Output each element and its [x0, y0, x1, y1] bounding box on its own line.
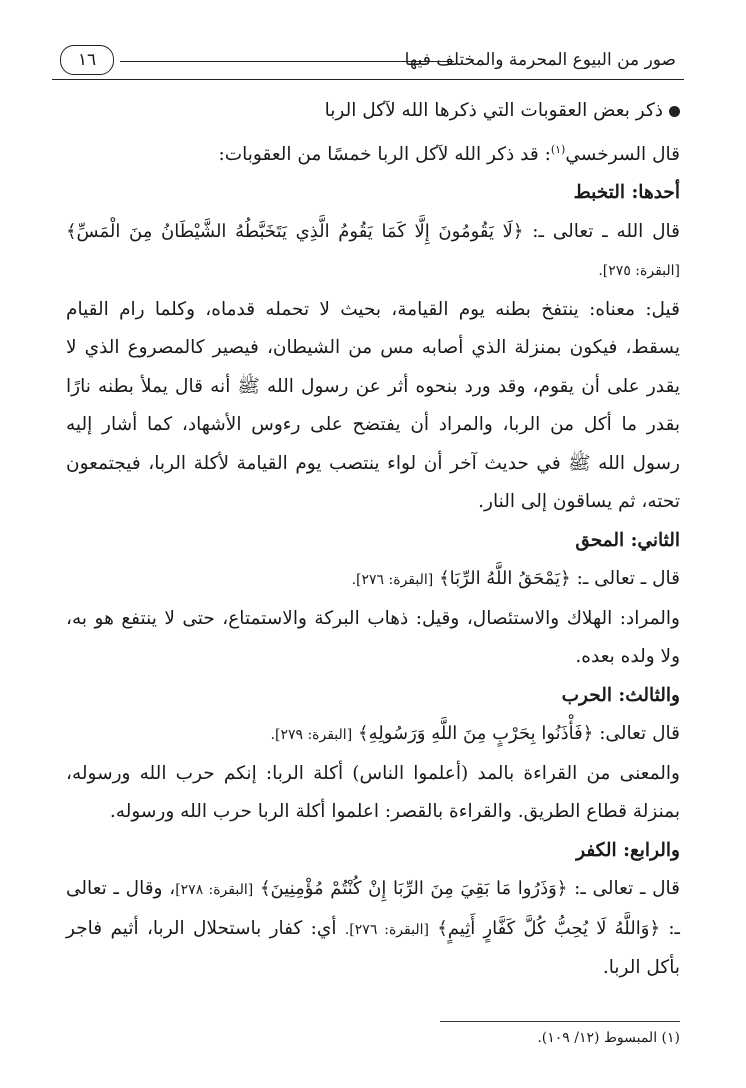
verse-lead: قال ـ تعالى ـ:	[574, 878, 681, 900]
bullet-icon	[669, 106, 680, 117]
intro-text-a: قال السرخسي	[565, 143, 680, 165]
verse-lead: قال تعالى:	[599, 723, 680, 745]
punishment-2-title: الثاني: المحق	[575, 529, 680, 551]
verse-reference: [البقرة: ٢٧٦].	[344, 921, 429, 938]
quran-verse: ﴿لَا يَقُومُونَ إِلَّا كَمَا يَقُومُ الَّذِي يَتَخَبَّطُهُ الشَّيْطَانُ مِنَ الْمَسِّ﴾	[66, 220, 524, 242]
punishment-4-explanation: أي: كفار باستحلال الربا، أثيم فاجر بأكل الربا.	[66, 917, 680, 979]
header-underline	[52, 79, 684, 80]
punishment-4-title: والرابع: الكفر	[576, 839, 680, 861]
quran-verse: ﴿فَأْذَنُوا بِحَرْبٍ مِنَ اللَّهِ وَرَسُولِهِ﴾	[358, 723, 594, 745]
book-title: صور من البيوع المحرمة والمختلف فيها	[404, 50, 676, 70]
verse-connector: ، وقال ـ تعالى ـ:	[66, 878, 680, 939]
section-heading	[66, 92, 680, 131]
quran-verse: ﴿يَمْحَقُ اللَّهُ الرِّبَا﴾	[439, 568, 571, 590]
punishment-1-verse	[66, 213, 680, 291]
footnote: (١) المبسوط (١٢/ ١٠٩).	[537, 1030, 680, 1046]
intro-paragraph	[66, 131, 680, 175]
punishment-3-verse	[66, 715, 680, 755]
verse-reference: [البقرة: ٢٧٨]	[175, 882, 254, 899]
punishment-2-verse	[66, 560, 680, 600]
verse-lead: قال ـ تعالى ـ:	[576, 568, 680, 590]
page-number: ١٦	[60, 45, 114, 75]
punishment-1-title: أحدها: التخبط	[573, 182, 680, 204]
verse-lead: قال الله ـ تعالى ـ:	[532, 220, 680, 242]
punishment-3-title: والثالث: الحرب	[561, 684, 680, 706]
verse-reference: [البقرة: ٢٧٦].	[351, 572, 434, 589]
verse-reference: [البقرة: ٢٧٩].	[270, 727, 353, 744]
punishment-4-paragraph	[66, 870, 680, 988]
page-body	[66, 92, 680, 988]
verse-reference: [البقرة: ٢٧٥].	[598, 263, 680, 280]
punishment-3-explanation: والمعنى من القراءة بالمد (أعلموا الناس) أكلة الربا: إنكم حرب الله ورسوله، بمنزلة قطاع الطريق. والقراءة بالقصر: اعلموا أكلة الربا حرب الله ورسوله.	[66, 762, 680, 823]
running-header	[52, 42, 684, 80]
footnote-marker: (١)	[550, 142, 566, 156]
punishment-2-explanation: والمراد: الهلاك والاستئصال، وقيل: ذهاب البركة والاستمتاع، حتى لا ينتفع هو به، ولا ولده بعده.	[66, 607, 680, 668]
footnote-rule	[440, 1021, 680, 1022]
intro-text-b: : قد ذكر الله لآكل الربا خمسًا من العقوبات:	[218, 143, 551, 165]
quran-verse: ﴿وَاللَّهُ لَا يُحِبُّ كُلَّ كَفَّارٍ أَثِيمٍ﴾	[437, 917, 660, 939]
punishment-1-explanation: قيل: معناه: ينتفخ بطنه يوم القيامة، بحيث لا تحمله قدماه، وكلما رام القيام يسقط، فيكون بمنزلة الذي أصابه مس من الشيطان، فيصير كالمصروع الذي لا يقدر على أن يقوم، وقد ورد بنحوه أثر عن رسول الله ﷺ أنه قال يملأ بطنه نارًا بقدر ما أكل من الربا، والمراد أن يفتضح على رءوس الأشهاد، كما أشار إليه رسول الله ﷺ في حديث آخر أن لواء ينتصب يوم القيامة لأكلة الربا، فيجتمعون تحته، ثم يساقون إلى النار.	[66, 298, 680, 513]
quran-verse: ﴿وَذَرُوا مَا بَقِيَ مِنَ الرِّبَا إِنْ كُنْتُمْ مُؤْمِنِينَ﴾	[259, 878, 568, 900]
heading-text: ذكر بعض العقوبات التي ذكرها الله لآكل الربا	[324, 100, 663, 121]
